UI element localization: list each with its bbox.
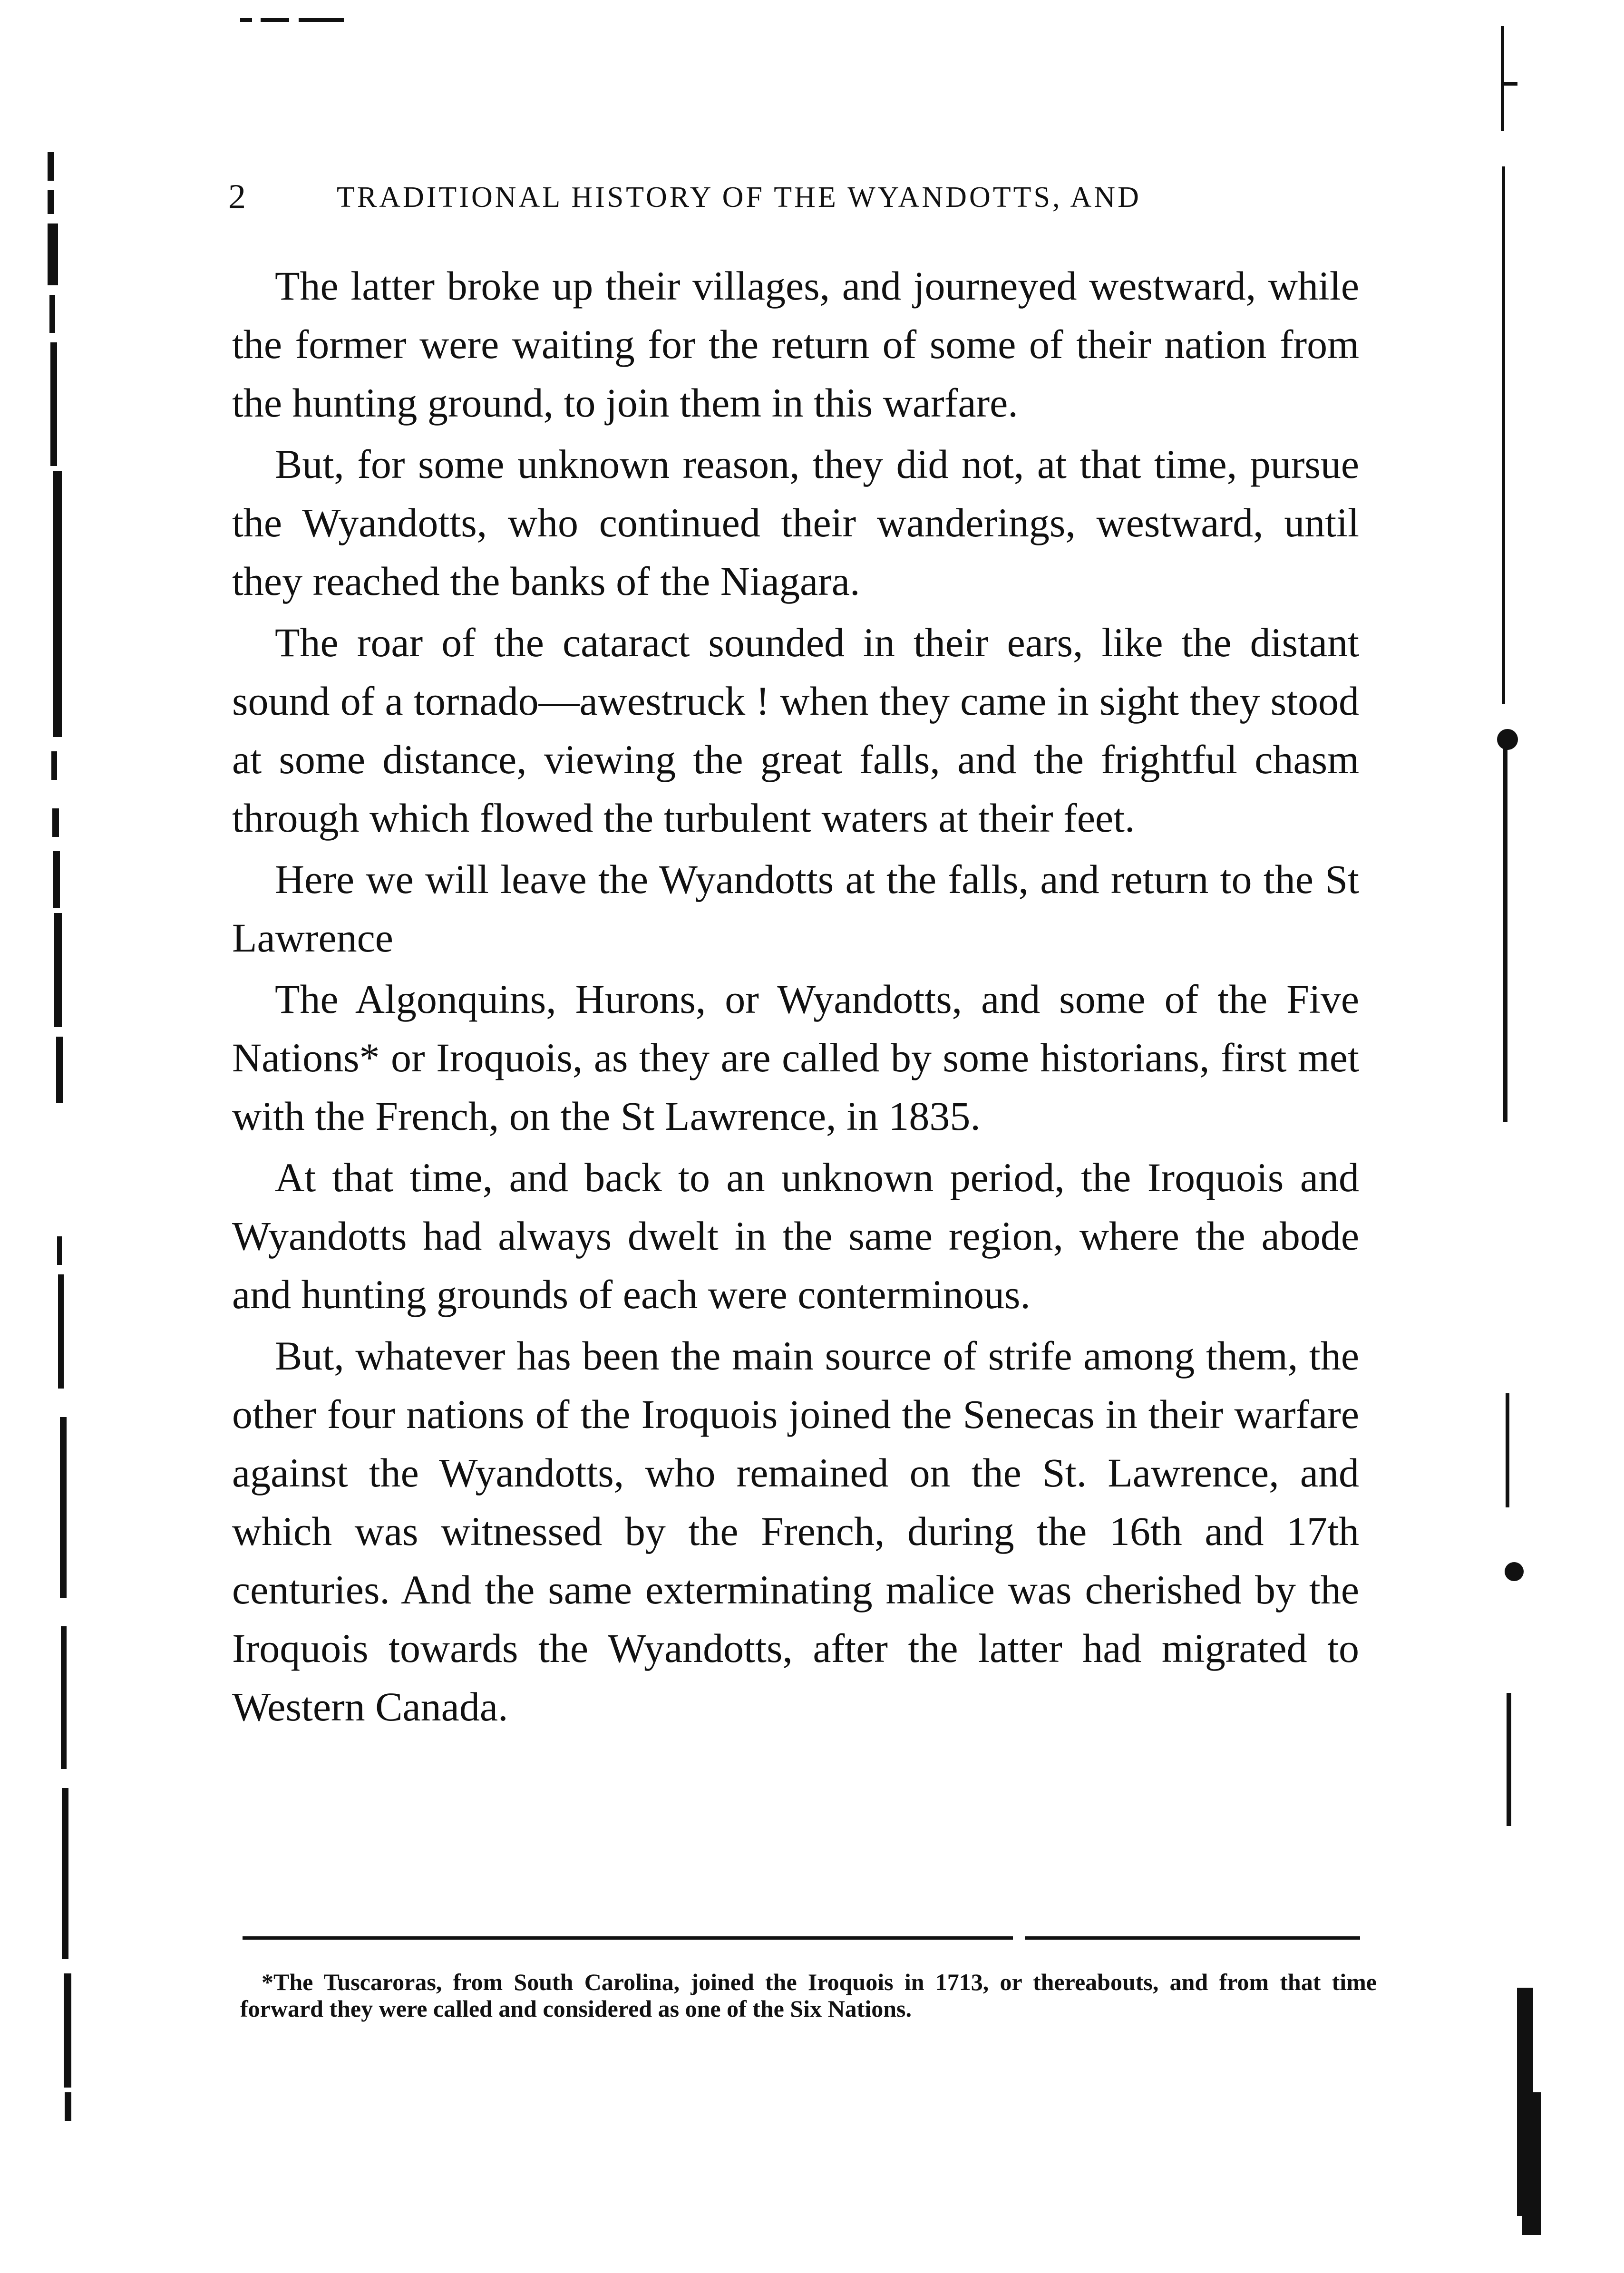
paragraph: Here we will leave the Wyandotts at the falls, and return to the St Lawrence — [232, 856, 1359, 961]
separator-rule-right — [1025, 1936, 1360, 1940]
page-header — [228, 177, 1255, 220]
body-text — [232, 257, 1359, 1739]
separator-rule-left — [243, 1936, 1013, 1940]
footnote-separator — [243, 1936, 1360, 1941]
paragraph: At that time, and back to an unknown period, the Iroquois and Wyandotts had always dwelt in the same region, where the abode and hunting grounds of each were conterminous. — [232, 1155, 1359, 1317]
paragraph: The latter broke up their villages, and journeyed westward, while the former were waiting for the return of some of their nation from the hunting ground, to join them in this warfare. — [232, 263, 1359, 426]
running-head: TRADITIONAL HISTORY OF THE WYANDOTTS, AND — [337, 181, 1141, 214]
paragraph: But, for some unknown reason, they did not, at that time, pursue the Wyandotts, who continued their wanderings, westward, until they reached the banks of the Niagara. — [232, 441, 1359, 604]
paragraph: The roar of the cataract sounded in their ears, like the distant sound of a tornado—awestruck ! when they came in sight they stood at some distance, viewing the great falls, and the frightful chasm through which flowed the turbulent waters at their feet. — [232, 620, 1359, 841]
paragraph: The Algonquins, Hurons, or Wyandotts, and some of the Five Nations* or Iroquois, as they are called by some historians, first met with the French, on the St Lawrence, in 1835. — [232, 976, 1359, 1139]
footnote: *The Tuscaroras, from South Carolina, joined the Iroquois in 1713, or thereabouts, and from that time forward they were called and considered as one of the Six Nations. — [240, 1969, 1377, 2022]
paragraph: But, whatever has been the main source of strife among them, the other four nations of the Iroquois joined the Senecas in their warfare against the Wyandotts, who remained on the St. Lawrence, and which was witnessed by the French, during the 16th and 17th centuries. And the same exterminating malice was cherished by the Iroquois towards the Wyandotts, after the latter had migrated to Western Canada. — [232, 1333, 1359, 1729]
page-number: 2 — [228, 177, 246, 216]
